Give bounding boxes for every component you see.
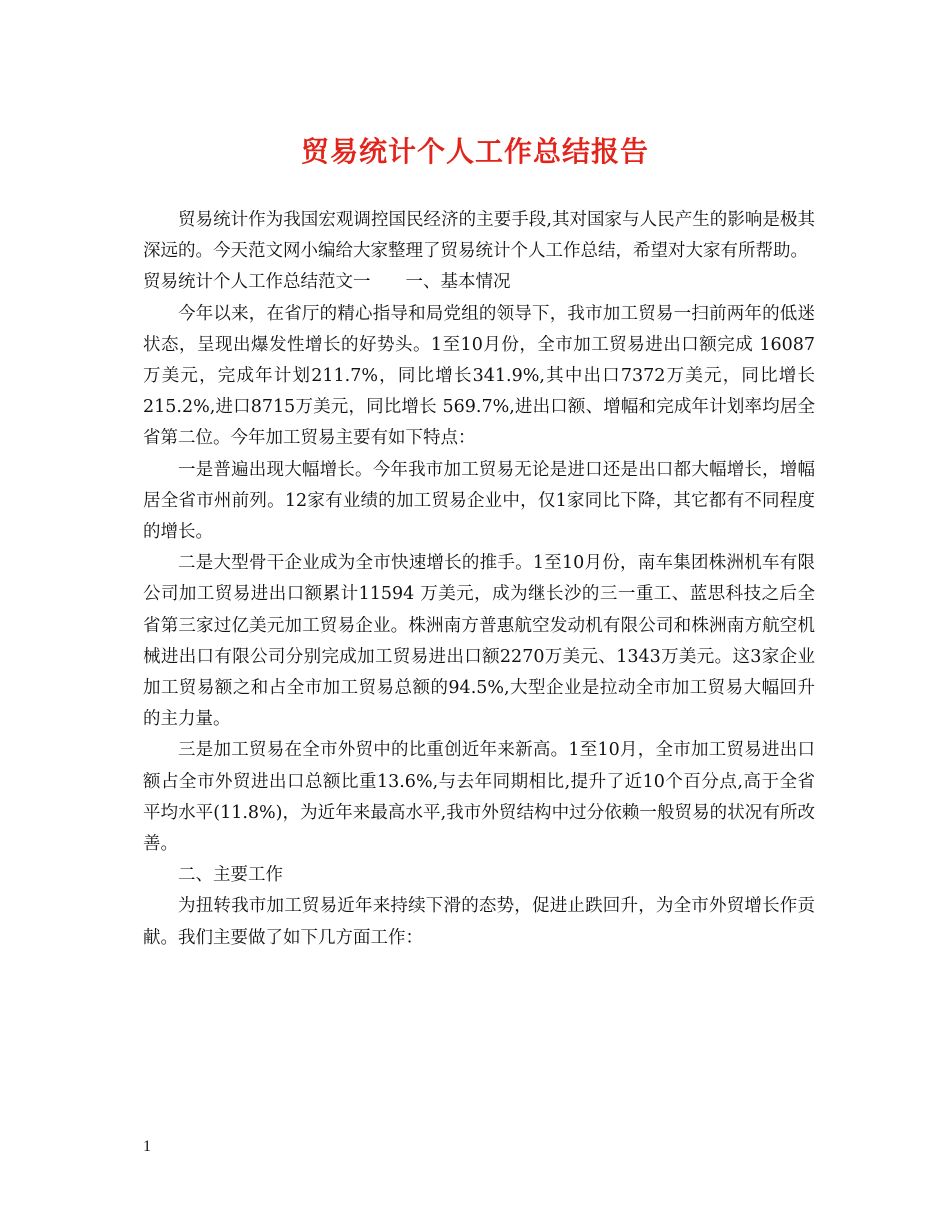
paragraph-feature-three: 三是加工贸易在全市外贸中的比重创近年来新高。1至10月，全市加工贸易进出口额占全市外贸进出口总额比重13.6%,与去年同期相比,提升了近10个百分点,高于全省平均水平(11.8%)，为近年来最高水平,我市外贸结构中过分依赖一般贸易的状况有所改善。 <box>143 740 815 855</box>
section-heading-basic-situation: 贸易统计个人工作总结范文一 一、基本情况 <box>143 272 511 293</box>
section-heading-main-work: 二、主要工作 <box>178 865 283 886</box>
paragraph-main-work: 为扭转我市加工贸易近年来持续下滑的态势，促进止跌回升，为全市外贸增长作贡献。我们主要做了如下几方面工作： <box>143 896 815 948</box>
document-body <box>143 205 815 954</box>
intro-paragraph: 贸易统计作为我国宏观调控国民经济的主要手段,其对国家与人民产生的影响是极其深远的。今天范文网小编给大家整理了贸易统计个人工作总结，希望对大家有所帮助。 <box>143 210 815 262</box>
page-number: 1 <box>143 1138 151 1155</box>
document-title: 贸易统计个人工作总结报告 <box>300 135 649 168</box>
paragraph-overview: 今年以来，在省厅的精心指导和局党组的领导下，我市加工贸易一扫前两年的低迷状态，呈现出爆发性增长的好势头。1至10月份，全市加工贸易进出口额完成 16087万美元，完成年计划211.7%，同比增长341.9%,其中出口7372万美元，同比增长215.2%,进口8715万美元，同比增长 569.7%,进出口额、增幅和完成年计划率均居全省第二位。今年加工贸易主要有如下特点： <box>143 303 815 449</box>
paragraph-feature-two: 二是大型骨干企业成为全市快速增长的推手。1至10月份，南车集团株洲机车有限公司加工贸易进出口额累计11594 万美元，成为继长沙的三一重工、蓝思科技之后全省第三家过亿美元加工贸易企业。株洲南方普惠航空发动机有限公司和株洲南方航空机械进出口有限公司分别完成加工贸易进出口额2270万美元、1343万美元。这3家企业加工贸易额之和占全市加工贸易总额的94.5%,大型企业是拉动全市加工贸易大幅回升的主力量。 <box>143 553 815 730</box>
paragraph-feature-one: 一是普遍出现大幅增长。今年我市加工贸易无论是进口还是出口都大幅增长，增幅居全省市州前列。12家有业绩的加工贸易企业中，仅1家同比下降，其它都有不同程度的增长。 <box>143 459 815 543</box>
